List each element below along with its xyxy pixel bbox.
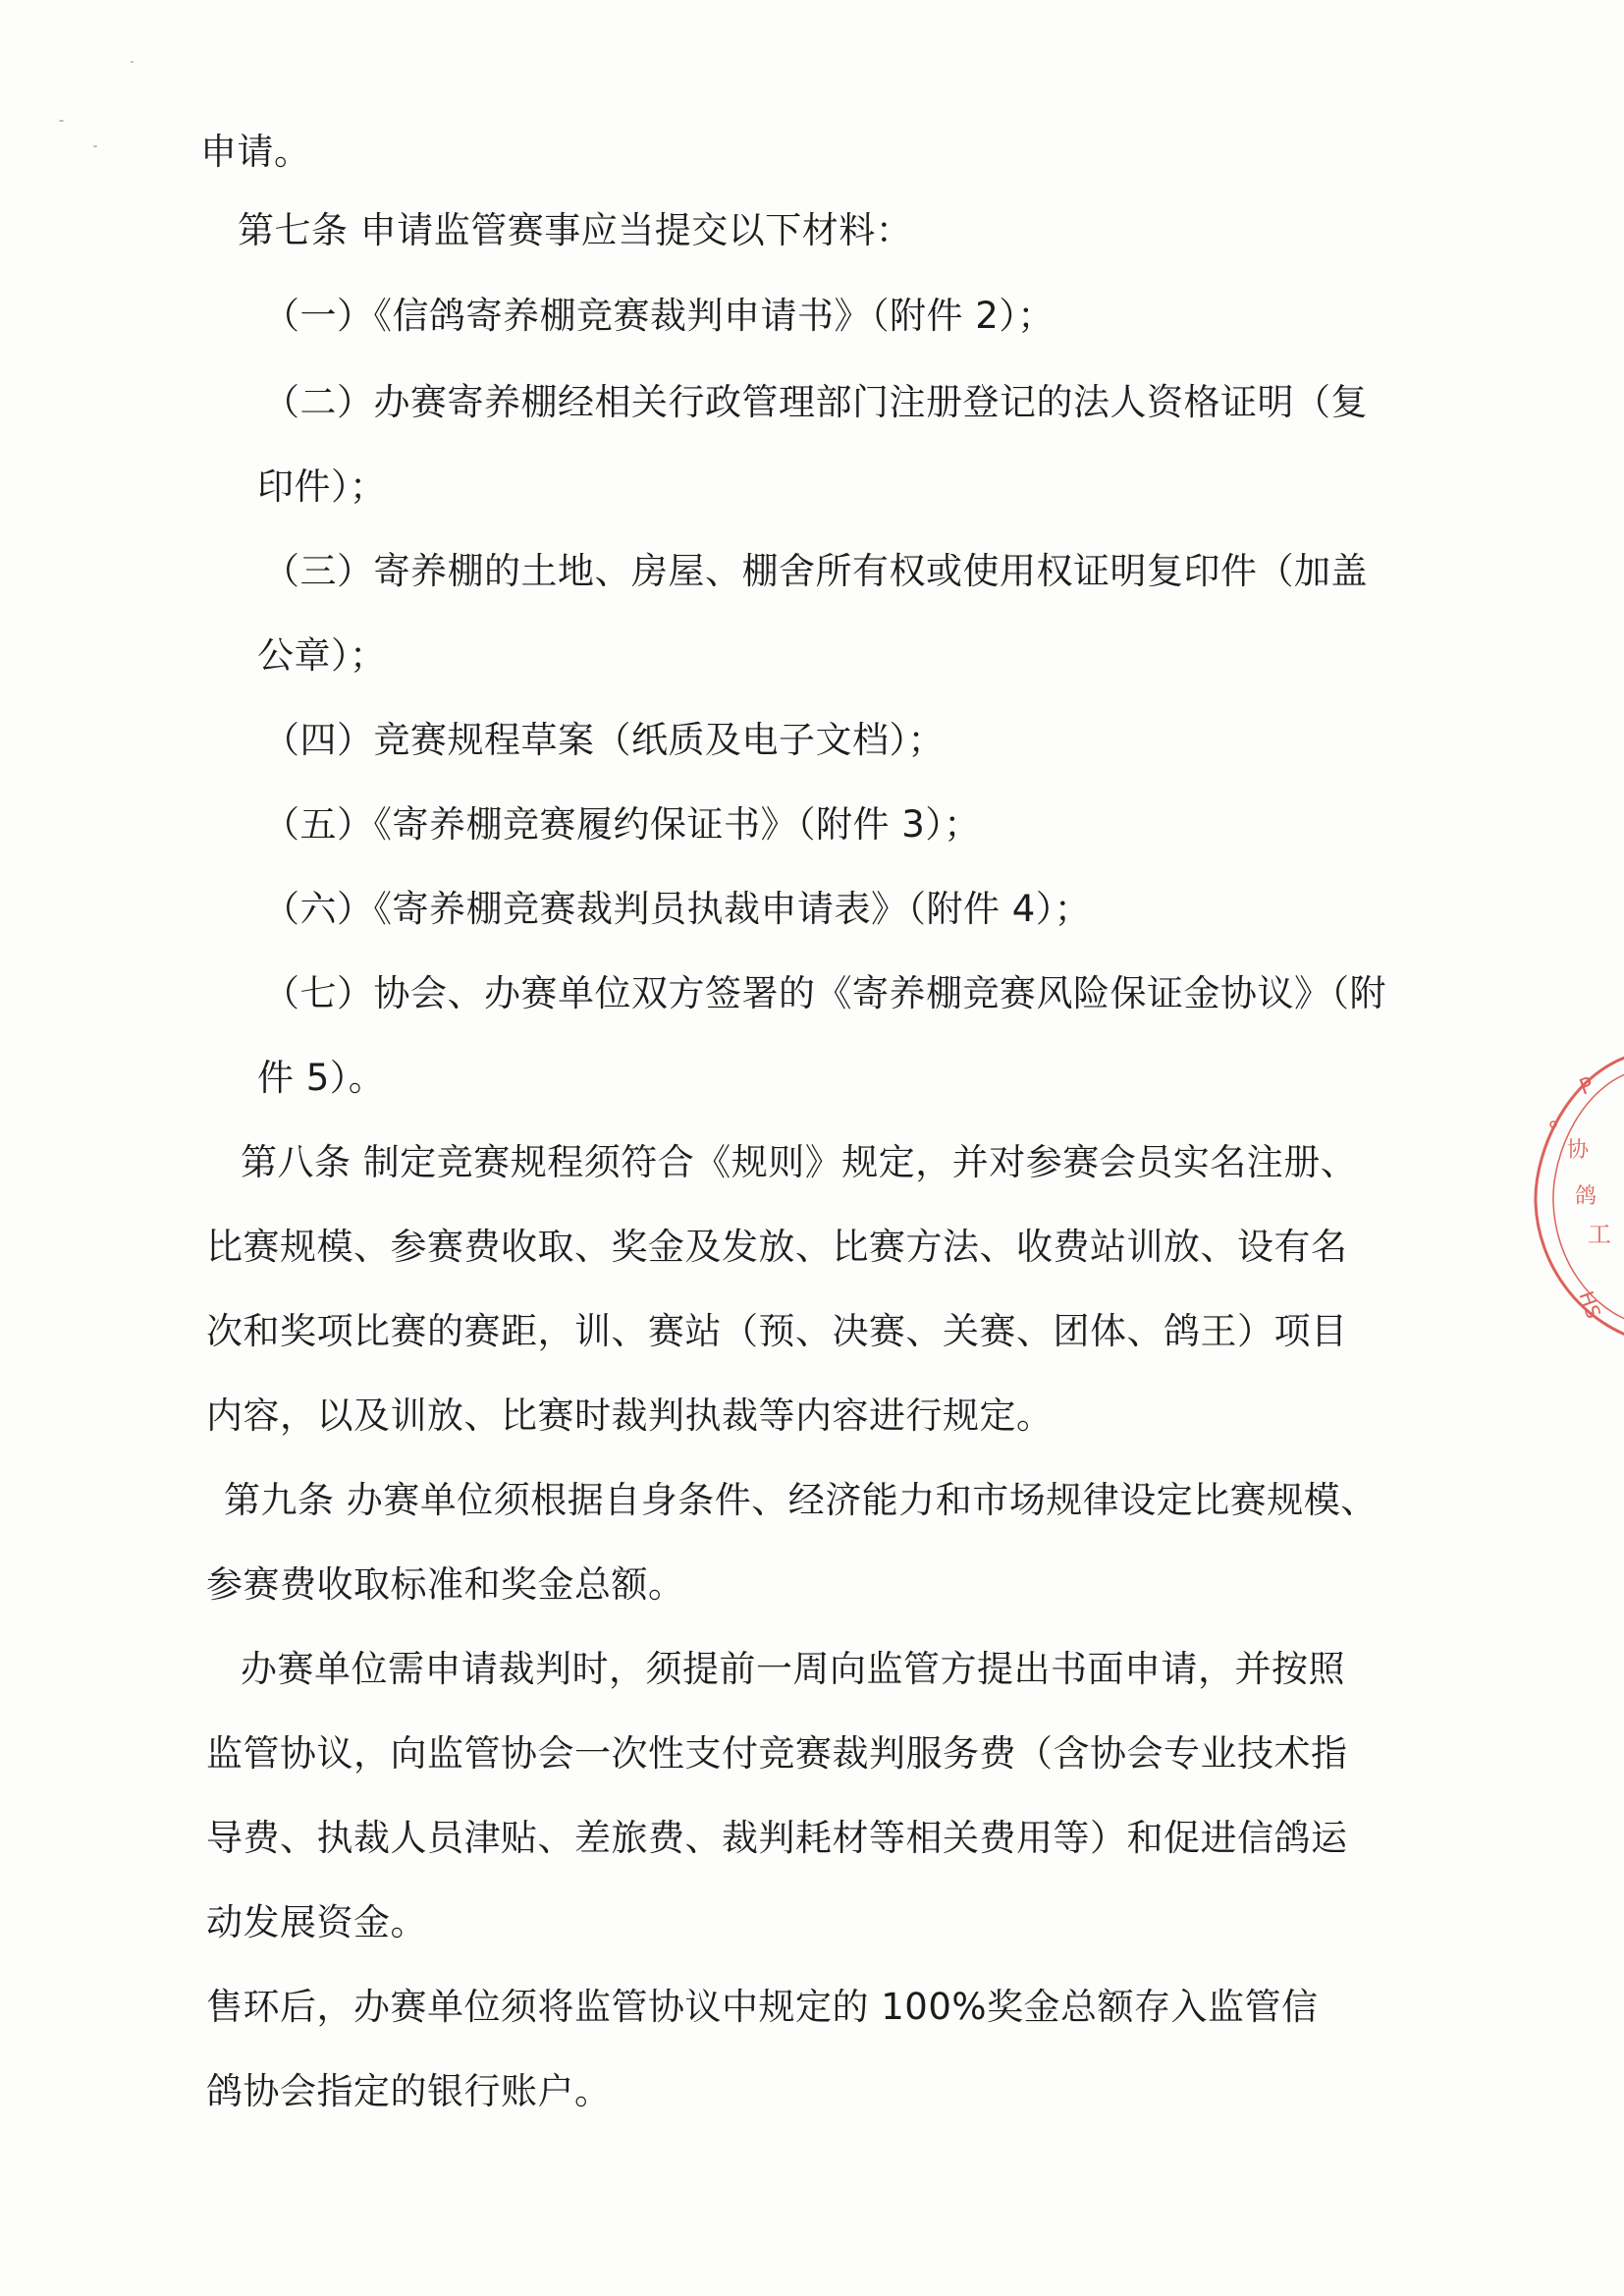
text-line: 件 5）。 bbox=[257, 1057, 386, 1099]
official-seal-stamp bbox=[1534, 1031, 1624, 1355]
text-line: 印件）； bbox=[257, 465, 387, 508]
scan-speck bbox=[93, 145, 97, 147]
text-line: 申请。 bbox=[200, 131, 311, 173]
text-line: 售环后，办赛单位须将监管协议中规定的 100%奖金总额存入监管信 bbox=[206, 1986, 1319, 2028]
text-line: 办赛单位需申请裁判时，须提前一周向监管方提出书面申请，并按照 bbox=[241, 1648, 1345, 1690]
text-line: （一）《信鸽寄养棚竞赛裁判申请书》（附件 2）； bbox=[263, 295, 1055, 337]
text-line: 比赛规模、参赛费收取、奖金及发放、比赛方法、收费站训放、设有名 bbox=[206, 1226, 1348, 1268]
svg-text:HS: HS bbox=[1574, 1287, 1606, 1322]
text-line: 导费、执裁人员津贴、差旅费、裁判耗材等相关费用等）和促进信鸽运 bbox=[206, 1817, 1348, 1859]
text-line: 参赛费收取标准和奖金总额。 bbox=[206, 1563, 685, 1606]
svg-text:协: 协 bbox=[1567, 1138, 1590, 1163]
text-line: 第七条 申请监管赛事应当提交以下材料： bbox=[238, 209, 913, 251]
text-line: （四）竞赛规程草案（纸质及电子文档）； bbox=[263, 719, 945, 761]
scan-speck bbox=[59, 120, 64, 122]
text-line: （六）《寄养棚竞赛裁判员执裁申请表》（附件 4）； bbox=[263, 888, 1092, 930]
svg-text:P: P bbox=[1576, 1072, 1597, 1101]
text-line: 第九条 办赛单位须根据自身条件、经济能力和市场规律设定比赛规模、 bbox=[224, 1479, 1378, 1521]
text-line: （五）《寄养棚竞赛履约保证书》（附件 3）； bbox=[263, 803, 981, 846]
text-line: （七）协会、办赛单位双方签署的《寄养棚竞赛风险保证金协议》（附 bbox=[263, 972, 1386, 1014]
scan-speck bbox=[131, 61, 134, 63]
text-line: 内容，以及训放、比赛时裁判执裁等内容进行规定。 bbox=[206, 1394, 1054, 1437]
text-line: （二）办赛寄养棚经相关行政管理部门注册登记的法人资格证明（复 bbox=[263, 381, 1368, 423]
text-line: 动发展资金。 bbox=[206, 1901, 427, 1943]
svg-text:鸽: 鸽 bbox=[1575, 1184, 1597, 1209]
text-line: 公章）； bbox=[257, 634, 387, 677]
text-line: 次和奖项比赛的赛距，训、赛站（预、决赛、关赛、团体、鸽王）项目 bbox=[206, 1310, 1348, 1352]
text-line: 第八条 制定竞赛规程须符合《规则》规定，并对参赛会员实名注册、 bbox=[241, 1141, 1358, 1183]
text-line: （三）寄养棚的土地、房屋、棚舍所有权或使用权证明复印件（加盖 bbox=[263, 550, 1368, 592]
svg-text:工: 工 bbox=[1588, 1221, 1611, 1248]
text-line: 监管协议，向监管协会一次性支付竞赛裁判服务费（含协会专业技术指 bbox=[206, 1732, 1348, 1775]
text-line: 鸽协会指定的银行账户。 bbox=[206, 2070, 612, 2112]
